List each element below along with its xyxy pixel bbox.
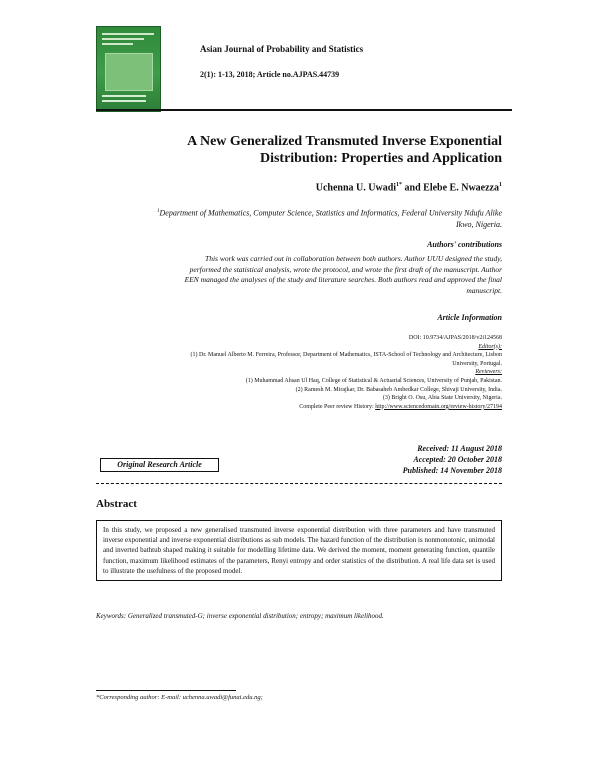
- received-date: Received: 11 August 2018: [417, 444, 502, 453]
- article-info-heading: Article Information: [437, 313, 502, 322]
- reviewer-line: (2) Ramesh M. Mirajkar, Dr. Babasaheb Ambedkar College, Shivaji University, India.: [295, 386, 502, 393]
- contributions-text: [96, 254, 502, 296]
- journal-cover-image: [96, 26, 161, 112]
- accepted-date: Accepted: 20 October 2018: [413, 455, 502, 464]
- contributions-line: manuscript.: [466, 285, 502, 295]
- section-divider: [96, 483, 502, 484]
- review-history-link[interactable]: http://www.sciencedomain.org/review-history/27194: [375, 403, 502, 410]
- contributions-line: performed the statistical analysis, wrote the protocol, and wrote the first draft of the manuscript. Author: [189, 264, 502, 274]
- abstract-heading: Abstract: [96, 498, 137, 510]
- title-line-2: Distribution: Properties and Application: [259, 151, 502, 166]
- title-line-1: A New Generalized Transmuted Inverse Exponential: [187, 134, 502, 149]
- published-date: Published: 14 November 2018: [402, 466, 502, 475]
- contributions-heading: Authors' contributions: [427, 240, 502, 249]
- contributions-line: EEN managed the analyses of the study and literature searches. Both authors read and approved the final: [184, 275, 502, 284]
- keywords: Keywords: Generalized transmuted-G; inverse exponential distribution; entropy; maximum likelihood.: [96, 612, 384, 620]
- editors-label: Editor(s):: [478, 343, 502, 350]
- article-info: [96, 334, 502, 411]
- corresponding-author-footnote: *Corresponding author: E-mail: uchenna.uwadi@funai.edu.ng;: [96, 694, 263, 701]
- abstract-text: In this study, we proposed a new generalised transmuted inverse exponential distribution with three parameters and have transmuted inverse exponential and inverse exponential distributions as sub models. The hazard function of the distribution is nonmonotonic, unimodal and inverted bathtub shaped making it suitable for modelling lifetime data. We derived the moment, moment generating function, quantile function, maximum likelihood estimates of the parameters, Renyi entropy and order statistics of the distribution. A real life data set is used to illustrate the usefulness of the proposed model.: [96, 520, 502, 581]
- reviewers-label: Reviewers:: [475, 369, 502, 376]
- article-type-badge: Original Research Article: [100, 458, 219, 472]
- journal-name: Asian Journal of Probability and Statistics: [200, 44, 364, 54]
- editor-line: University, Portugal.: [452, 360, 502, 367]
- doi: DOI: 10.9734/AJPAS/2018/v2i124568: [408, 335, 502, 341]
- reviewer-line: (3) Bright O. Osu, Abia State University, Nigeria.: [382, 395, 502, 402]
- author-separator: and: [402, 182, 424, 194]
- affiliation-line-2: Ikwo, Nigeria.: [456, 219, 502, 229]
- review-history: [96, 403, 502, 412]
- reviewer-line: (1) Muhammad Ahsan Ul Haq, College of Statistical & Actuarial Sciences, University of Punjab, Pakistan.: [245, 377, 502, 384]
- affiliation: [96, 206, 502, 230]
- author-1: Uchenna U. Uwadi: [315, 182, 397, 194]
- editor-line: (1) Dr. Manuel Alberto M. Ferreira, Professor, Department of Mathematics, ISTA-School of Technology and Architecture, Lisbon: [190, 352, 502, 359]
- footnote-rule: [96, 690, 236, 691]
- paper-title: [96, 133, 502, 167]
- header-rule: [96, 109, 512, 111]
- author-2: Elebe E. Nwaezza: [423, 182, 499, 194]
- contributions-line: This work was carried out in collaboration between both authors. Author UUU designed the study,: [205, 254, 502, 263]
- author-list: [96, 182, 502, 193]
- journal-issue: 2(1): 1-13, 2018; Article no.AJPAS.44739: [200, 70, 340, 79]
- affiliation-line-1: Department of Mathematics, Computer Science, Statistics and Informatics, Federal University Ndufu Alike: [159, 208, 502, 218]
- author-2-marker: 1: [499, 182, 502, 188]
- review-history-label: Complete Peer review History:: [299, 403, 376, 410]
- affiliation-marker: 1: [157, 209, 160, 214]
- author-1-marker: 1*: [396, 182, 403, 188]
